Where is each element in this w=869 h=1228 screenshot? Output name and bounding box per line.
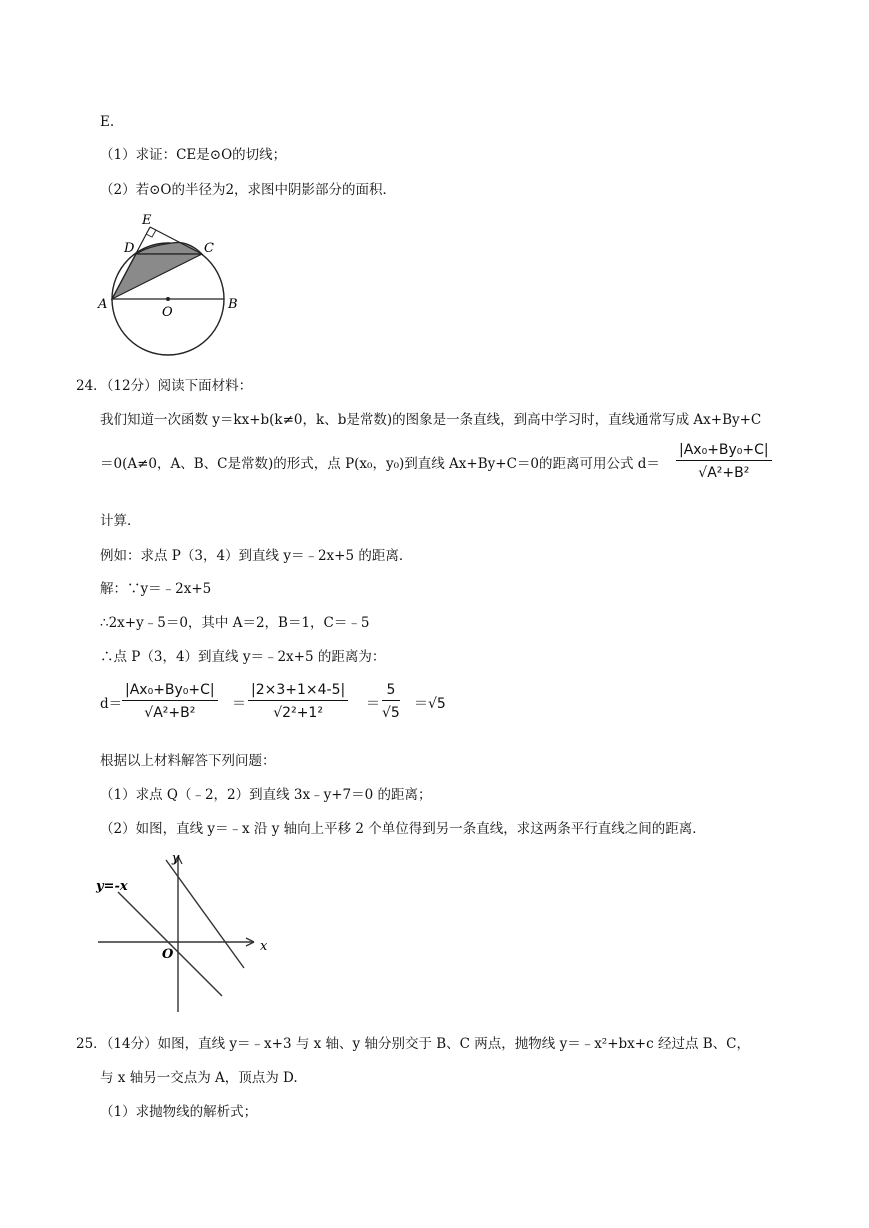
q24-intro2: ＝0(A≠0，A、B、C是常数)的形式，点 P(x₀，y₀)到直线 Ax+By+C＝0的距离可用公式 d＝: [100, 456, 660, 472]
worked-frac-1-num: |Ax₀+By₀+C|: [122, 680, 218, 701]
label-x-axis: x: [260, 939, 268, 954]
label-e: E: [142, 213, 152, 228]
worked-eq-3: ＝√5: [414, 696, 446, 712]
label-d: D: [124, 241, 135, 256]
formula-denominator: √A²+B²: [698, 465, 750, 481]
q24-sol2: ∴2x+y﹣5＝0，其中 A＝2，B＝1，C＝﹣5: [100, 615, 370, 631]
q24-prompt: 根据以上材料解答下列问题：: [100, 753, 276, 769]
label-c: C: [204, 241, 214, 256]
q25-part1: （1）求抛物线的解析式；: [100, 1104, 258, 1120]
label-line-eq: y=-x: [96, 879, 128, 894]
worked-frac-1-den: √A²+B²: [144, 705, 196, 721]
q24-part2: （2）如图，直线 y＝﹣x 沿 y 轴向上平移 2 个单位得到另一条直线，求这两条平行直线之间的距离．: [100, 821, 706, 837]
label-y-axis: y: [172, 851, 180, 866]
q23-part2: （2）若⊙O的半径为2，求图中阴影部分的面积．: [100, 182, 397, 198]
q25-line1: 25．（14分）如图，直线 y＝﹣x+3 与 x 轴、y 轴分别交于 B、C 两点，抛物线 y＝﹣x²+bx+c 经过点 B、C，: [76, 1036, 750, 1052]
label-o: O: [162, 305, 173, 320]
q23-part1: （1）求证：CE是⊙O的切线；: [100, 147, 287, 163]
worked-frac-3-num: 5: [382, 680, 400, 701]
formula-numerator: |Ax₀+By₀+C|: [676, 440, 772, 461]
q24-number: 24．（12分）阅读下面材料：: [76, 378, 253, 394]
worked-frac-2: [248, 680, 348, 723]
worked-frac-2-den: √2²+1²: [273, 705, 323, 721]
q24-intro1: 我们知道一次函数 y＝kx+b(k≠0，k、b是常数)的图象是一条直线，到高中学习时，直线通常写成 Ax+By+C: [100, 412, 762, 428]
q23-circle-figure: [92, 210, 252, 360]
q23-tail: E.: [100, 114, 115, 130]
worked-frac-3-den: √5: [382, 705, 400, 721]
q24-calc: 计算．: [100, 513, 141, 529]
worked-frac-1: [122, 680, 218, 723]
q24-sol3: ∴点 P（3，4）到直线 y＝﹣2x+5 的距离为：: [100, 649, 386, 665]
q24-sol1: 解：∵y＝﹣2x+5: [100, 581, 212, 597]
q24-graph-figure: [92, 850, 282, 1016]
q25-line2: 与 x 轴另一交点为 A，顶点为 D.: [100, 1070, 298, 1086]
label-origin: O: [162, 947, 174, 962]
worked-frac-2-num: |2×3+1×4-5|: [248, 680, 348, 701]
worked-d-label: d＝: [100, 696, 123, 712]
q24-part1: （1）求点 Q（﹣2，2）到直线 3x﹣y+7＝0 的距离；: [100, 787, 432, 803]
worked-eq-1: ＝: [232, 696, 246, 712]
worked-frac-3: [382, 680, 400, 723]
worked-eq-2: ＝: [366, 696, 380, 712]
q24-general-formula: [676, 440, 772, 483]
q24-example: 例如：求点 P（3，4）到直线 y＝﹣2x+5 的距离．: [100, 548, 413, 564]
label-a: A: [98, 297, 108, 312]
label-b: B: [228, 297, 238, 312]
